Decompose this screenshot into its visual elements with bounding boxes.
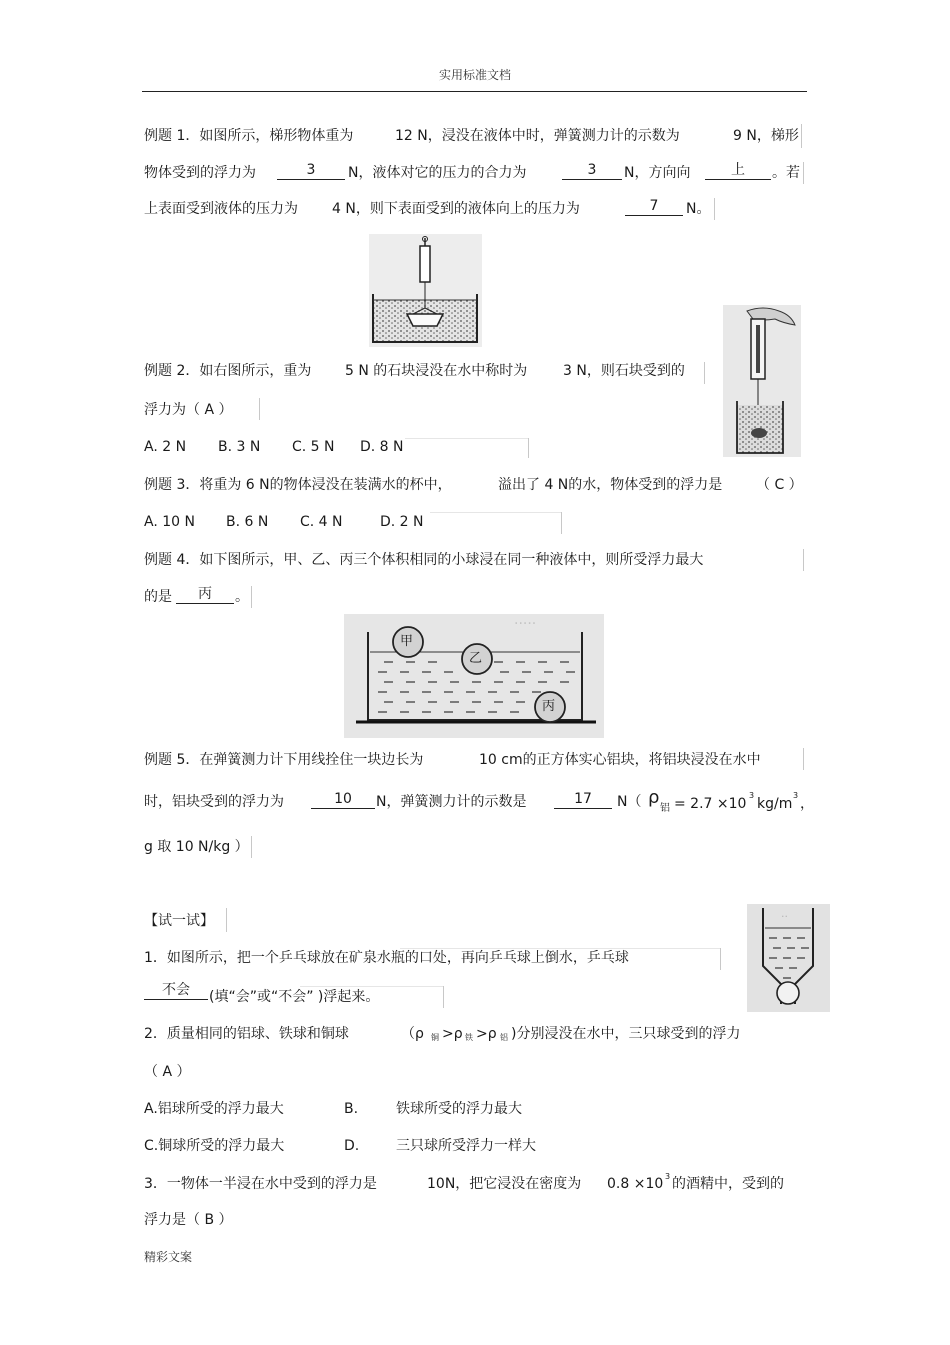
ex1-line2c: N，方向向 [624,165,691,181]
ex5-line2c: N（ [617,794,642,810]
page-header: 实用标准文档 [438,68,511,82]
scan-mark [561,512,562,534]
ex3-option-b: B. 6 N [226,514,269,530]
figure-three-balls [344,614,604,738]
scan-mark [803,549,804,571]
figure-spring-scale-stone [723,305,801,457]
try-q2-sub-cu: 铜 [431,1033,439,1042]
ex5-rho-subscript: 铝 [660,803,670,814]
figure-three-balls-drawing [344,614,604,738]
ex5-line2b: N，弹簧测力计的示数是 [376,794,527,810]
try-q3-line1a: 3．一物体一半浸在水中受到的浮力是 [144,1176,377,1192]
try-q2-option-d-text: 三只球所受浮力一样大 [396,1138,536,1154]
scan-mark [226,908,227,932]
try-q1-line2: (填“会”或“不会” )浮起来。 [209,989,380,1005]
ex2-line2: 浮力为（ A ） [144,402,233,418]
ex1-line3b: 4 N，则下表面受到的液体向上的压力为 [332,201,580,217]
try-q3-exponent: 3 [665,1172,671,1181]
try-title: 【试一试】 [144,913,214,929]
ex4-line2a: 的是 [144,589,172,605]
scan-mark [803,162,804,184]
ex1-answer-bottom-force: 7 [625,199,683,216]
ex3-line1a: 例题 3．将重为 6 N的物体浸没在装满水的杯中， [144,477,452,493]
scan-mark [714,198,715,220]
ex1-line3c: N。 [686,201,711,217]
svg-text:··: ·· [781,910,788,923]
try-q2-option-c: C.铜球所受的浮力最大 [144,1138,285,1154]
try-q3-line1b: 10N，把它浸没在密度为 [427,1176,582,1192]
svg-text:·····: ····· [514,616,537,632]
ex5-line1b: 10 cm的正方体实心铝块，将铝块浸没在水中 [479,752,761,768]
scan-mark [251,836,252,858]
try-q2-rho-al: >ρ [476,1026,497,1042]
try-q3-density: 0.8 ×10 [607,1176,664,1192]
try-q3-line2: 浮力是（ B ） [144,1212,233,1228]
ex2-option-d: D. 8 N [360,439,404,455]
header-rule [142,91,807,92]
ex1-line2b: N，液体对它的压力的合力为 [348,165,527,181]
try-q2-answer: （ A ） [144,1064,191,1080]
ex5-answer-scale-reading: 17 [554,792,612,809]
scan-mark [801,124,802,148]
ex2-line1a: 例题 2．如右图所示，重为 [144,363,312,379]
try-q2-rho-cu: （ρ [401,1026,424,1042]
scan-mark [405,438,529,439]
try-q2-line1a: 2．质量相同的铝球、铁球和铜球 [144,1026,349,1042]
ex2-option-c: C. 5 N [292,439,335,455]
ex4-line2b: 。 [235,589,249,605]
ball-label-bing: 丙 [542,699,556,714]
ex1-answer-net-force: 3 [562,163,622,180]
ex3-line1c: （ C ） [756,477,803,493]
ex3-option-c: C. 4 N [300,514,343,530]
scan-mark [528,438,529,458]
ex1-line2d: 。若 [772,165,800,181]
ex5-line3: g 取 10 N/kg ） [144,839,249,855]
try-q1-line1: 1．如图所示，把一个乒乓球放在矿泉水瓶的口处，再向乒乓球上倒水，乒乓球 [144,950,629,966]
scan-mark [251,586,252,608]
ball-label-jia: 甲 [400,634,414,649]
ex5-density-value: = 2.7 ×10 [674,796,747,812]
ex5-unit-exponent: 3 [793,791,799,800]
scan-mark [704,362,705,384]
page-footer: 精彩文案 [144,1250,193,1264]
scan-mark [300,986,444,987]
scan-mark [720,948,721,970]
ex5-line2a: 时，铝块受到的浮力为 [144,794,284,810]
ex4-answer: 丙 [176,587,234,604]
ball-label-yi: 乙 [469,651,483,666]
ex2-line1c: 3 N，则石块受到的 [563,363,685,379]
ex1-line3a: 上表面受到液体的压力为 [144,201,298,217]
figure-bottle-pingpong [747,904,830,1012]
ex1-line2a: 物体受到的浮力为 [144,165,256,181]
ex3-option-a: A. 10 N [144,514,195,530]
try-q2-sub-fe: 铁 [465,1033,473,1042]
ex2-line1b: 5 N 的石块浸没在水中称时为 [345,363,528,379]
ex1-line1b: 12 N，浸没在液体中时，弹簧测力计的示数为 [395,128,680,144]
try-q2-line1b: )分别浸没在水中，三只球受到的浮力 [511,1026,741,1042]
ex3-option-d: D. 2 N [380,514,424,530]
figure-spring-scale-trapezoid [369,234,482,347]
ex2-option-b: B. 3 N [218,439,261,455]
scan-mark [430,512,562,513]
ex5-line1a: 例题 5．在弹簧测力计下用线拴住一块边长为 [144,752,424,768]
ex5-comma: ， [800,796,814,812]
ex1-answer-buoyancy: 3 [277,163,345,180]
try-q2-option-a: A.铝球所受的浮力最大 [144,1101,284,1117]
scan-mark [803,748,804,770]
ex2-option-a: A. 2 N [144,439,187,455]
ex4-line1: 例题 4．如下图所示，甲、乙、丙三个体积相同的小球浸在同一种液体中，则所受浮力最大 [144,552,704,568]
ex5-density-unit: kg/m [757,796,793,812]
try-q2-sub-al: 铝 [500,1033,508,1042]
ex1-answer-direction: 上 [705,163,771,180]
try-q2-rho-fe: >ρ [442,1026,463,1042]
try-q2-option-d-label: D. [344,1138,360,1154]
ex1-line1a: 例题 1．如图所示，梯形物体重为 [144,128,354,144]
try-q2-option-b-text: 铁球所受的浮力最大 [396,1101,522,1117]
try-q2-option-b-label: B. [344,1101,359,1117]
scan-mark [259,398,260,420]
ex5-answer-buoyancy: 10 [311,792,375,809]
ex3-line1b: 溢出了 4 N的水，物体受到的浮力是 [498,477,723,493]
scan-mark [443,986,444,1008]
ex5-exponent: 3 [749,791,755,800]
scan-mark [400,948,720,949]
try-q3-line1c: 的酒精中，受到的 [672,1176,784,1192]
try-q1-answer: 不会 [144,983,208,1000]
ex5-rho: ρ [648,787,660,808]
ex1-line1c: 9 N，梯形 [733,128,799,144]
